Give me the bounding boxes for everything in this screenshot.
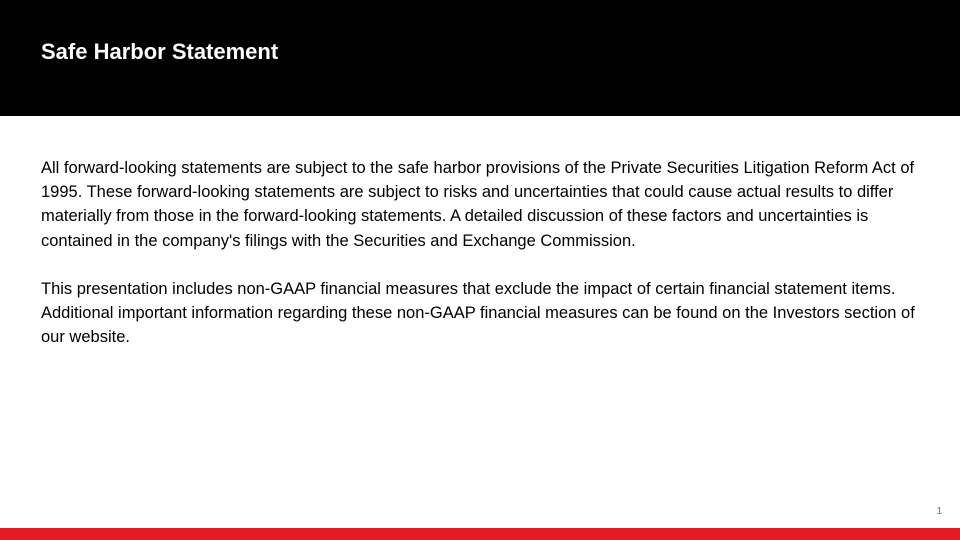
header-band — [0, 0, 960, 116]
page-number: 1 — [936, 506, 942, 517]
footer-accent-bar — [0, 528, 960, 540]
slide-title: Safe Harbor Statement — [41, 39, 279, 64]
slide-body — [41, 156, 931, 349]
safe-harbor-paragraph: All forward-looking statements are subject to the safe harbor provisions of the Private Securities Litigation Reform Act of 1995. These forward-looking statements are subject to risks and uncertainties that could cause actual results to differ materially from those in the forward-looking statements. A detailed discussion of these factors and uncertainties is contained in the company's filings with the Securities and Exchange Commission. — [41, 159, 915, 250]
non-gaap-paragraph: This presentation includes non-GAAP financial measures that exclude the impact of certain financial statement items. Additional important information regarding these non-GAAP financial measures can be found on the Investors section of our website. — [41, 279, 915, 347]
